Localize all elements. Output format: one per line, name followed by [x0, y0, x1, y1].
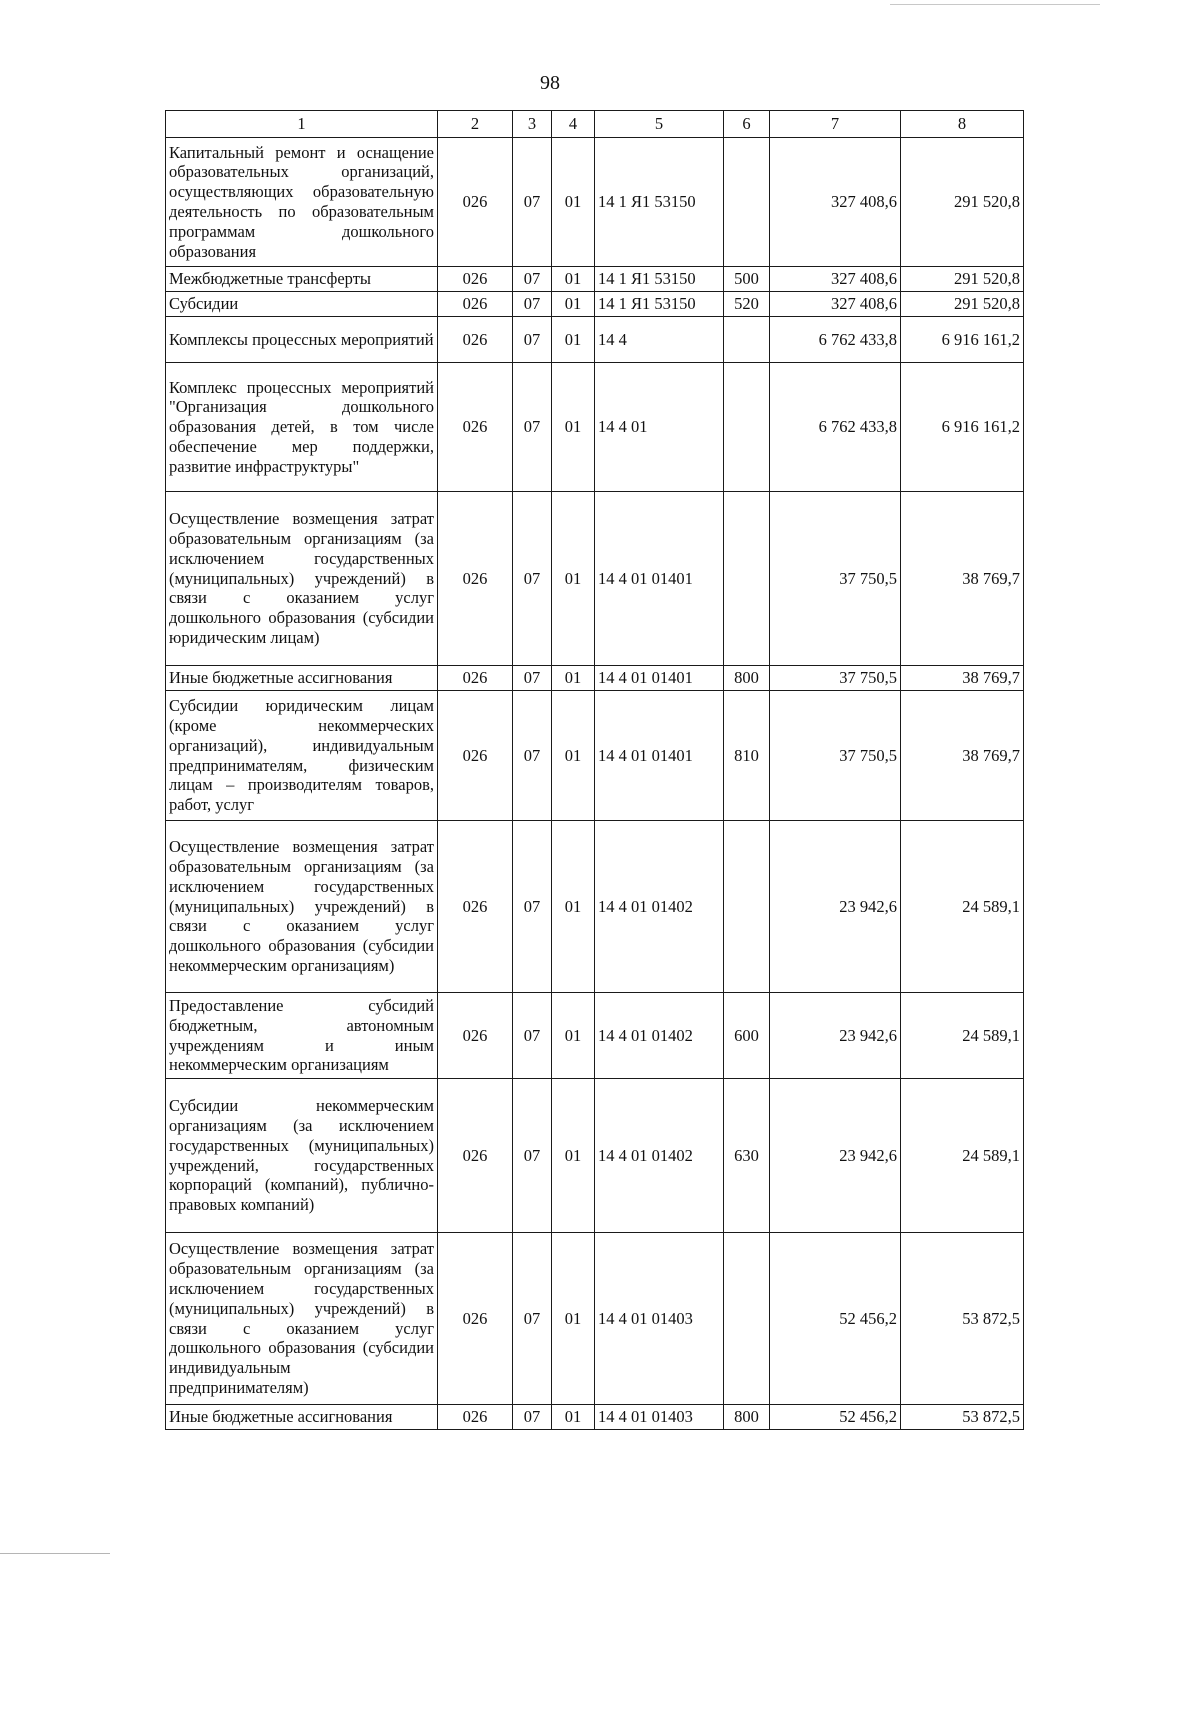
ministry-code: 026 [438, 1079, 513, 1233]
ministry-code: 026 [438, 821, 513, 993]
ministry-code: 026 [438, 363, 513, 492]
amount-col-8: 38 769,7 [901, 492, 1024, 666]
subsection-code: 01 [552, 317, 595, 363]
amount-col-7: 6 762 433,8 [770, 317, 901, 363]
item-name: Комплекс процессных мероприятий "Организация дошкольного образования детей, в том числе обеспечение мер поддержки, развитие инфраструктуры" [166, 363, 438, 492]
target-article-code: 14 4 [595, 317, 724, 363]
section-code: 07 [513, 292, 552, 317]
expense-type-code: 630 [724, 1079, 770, 1233]
amount-col-7: 6 762 433,8 [770, 363, 901, 492]
subsection-code: 01 [552, 1233, 595, 1405]
page-number: 98 [540, 72, 560, 94]
target-article-code: 14 1 Я1 53150 [595, 292, 724, 317]
subsection-code: 01 [552, 993, 595, 1079]
target-article-code: 14 4 01 01401 [595, 691, 724, 821]
expense-type-code [724, 138, 770, 267]
header-row [166, 111, 1024, 138]
section-code: 07 [513, 691, 552, 821]
header-cell: 1 [166, 111, 438, 138]
item-name: Субсидии [166, 292, 438, 317]
ministry-code: 026 [438, 292, 513, 317]
amount-col-8: 291 520,8 [901, 267, 1024, 292]
section-code: 07 [513, 267, 552, 292]
amount-col-8: 53 872,5 [901, 1233, 1024, 1405]
subsection-code: 01 [552, 1405, 595, 1430]
table-row [166, 691, 1024, 821]
item-name: Иные бюджетные ассигнования [166, 666, 438, 691]
item-name: Осуществление возмещения затрат образовательным организациям (за исключением государственных (муниципальных) учреждений) в связи с оказанием услуг дошкольного образования (субсидии индивидуальным предпринимателям) [166, 1233, 438, 1405]
table-row [166, 1233, 1024, 1405]
amount-col-7: 37 750,5 [770, 691, 901, 821]
expense-type-code [724, 317, 770, 363]
target-article-code: 14 4 01 01401 [595, 666, 724, 691]
ministry-code: 026 [438, 138, 513, 267]
ministry-code: 026 [438, 1233, 513, 1405]
expense-type-code: 500 [724, 267, 770, 292]
item-name: Осуществление возмещения затрат образовательным организациям (за исключением государственных (муниципальных) учреждений) в связи с оказанием услуг дошкольного образования (субсидии юридическим лицам) [166, 492, 438, 666]
amount-col-8: 6 916 161,2 [901, 363, 1024, 492]
item-name: Осуществление возмещения затрат образовательным организациям (за исключением государственных (муниципальных) учреждений) в связи с оказанием услуг дошкольного образования (субсидии некоммерческим организациям) [166, 821, 438, 993]
table-row [166, 267, 1024, 292]
section-code: 07 [513, 492, 552, 666]
target-article-code: 14 4 01 01402 [595, 1079, 724, 1233]
table-row [166, 317, 1024, 363]
subsection-code: 01 [552, 363, 595, 492]
scan-edge-line [0, 1553, 110, 1554]
amount-col-8: 24 589,1 [901, 821, 1024, 993]
ministry-code: 026 [438, 691, 513, 821]
table-row [166, 821, 1024, 993]
expense-type-code: 520 [724, 292, 770, 317]
item-name: Капитальный ремонт и оснащение образовательных организаций, осуществляющих образовательную деятельность по образовательным программам дошкольного образования [166, 138, 438, 267]
amount-col-8: 291 520,8 [901, 138, 1024, 267]
header-cell: 4 [552, 111, 595, 138]
subsection-code: 01 [552, 267, 595, 292]
item-name: Предоставление субсидий бюджетным, автономным учреждениям и иным некоммерческим организациям [166, 993, 438, 1079]
amount-col-8: 24 589,1 [901, 993, 1024, 1079]
section-code: 07 [513, 821, 552, 993]
ministry-code: 026 [438, 492, 513, 666]
amount-col-7: 52 456,2 [770, 1233, 901, 1405]
ministry-code: 026 [438, 993, 513, 1079]
amount-col-7: 23 942,6 [770, 1079, 901, 1233]
section-code: 07 [513, 138, 552, 267]
expense-type-code [724, 363, 770, 492]
header-cell: 5 [595, 111, 724, 138]
amount-col-7: 327 408,6 [770, 138, 901, 267]
amount-col-7: 52 456,2 [770, 1405, 901, 1430]
table-row [166, 363, 1024, 492]
scan-edge-line [890, 4, 1100, 5]
table-row [166, 492, 1024, 666]
item-name: Субсидии юридическим лицам (кроме некоммерческих организаций), индивидуальным предпринимателям, физическим лицам – производителям товаров, работ, услуг [166, 691, 438, 821]
target-article-code: 14 1 Я1 53150 [595, 267, 724, 292]
amount-col-8: 24 589,1 [901, 1079, 1024, 1233]
item-name: Межбюджетные трансферты [166, 267, 438, 292]
amount-col-7: 23 942,6 [770, 993, 901, 1079]
expense-type-code [724, 492, 770, 666]
section-code: 07 [513, 993, 552, 1079]
header-cell: 7 [770, 111, 901, 138]
target-article-code: 14 4 01 01402 [595, 993, 724, 1079]
expense-type-code [724, 1233, 770, 1405]
expense-type-code: 810 [724, 691, 770, 821]
target-article-code: 14 4 01 01401 [595, 492, 724, 666]
ministry-code: 026 [438, 267, 513, 292]
table-row [166, 666, 1024, 691]
target-article-code: 14 4 01 01403 [595, 1233, 724, 1405]
expense-type-code: 800 [724, 666, 770, 691]
header-cell: 6 [724, 111, 770, 138]
header-cell: 8 [901, 111, 1024, 138]
amount-col-7: 37 750,5 [770, 492, 901, 666]
amount-col-7: 23 942,6 [770, 821, 901, 993]
table-row [166, 292, 1024, 317]
target-article-code: 14 4 01 01402 [595, 821, 724, 993]
table-row [166, 1079, 1024, 1233]
ministry-code: 026 [438, 666, 513, 691]
section-code: 07 [513, 666, 552, 691]
section-code: 07 [513, 363, 552, 492]
subsection-code: 01 [552, 1079, 595, 1233]
subsection-code: 01 [552, 666, 595, 691]
subsection-code: 01 [552, 138, 595, 267]
amount-col-8: 38 769,7 [901, 666, 1024, 691]
amount-col-7: 327 408,6 [770, 267, 901, 292]
subsection-code: 01 [552, 492, 595, 666]
amount-col-8: 53 872,5 [901, 1405, 1024, 1430]
amount-col-8: 291 520,8 [901, 292, 1024, 317]
expense-type-code: 800 [724, 1405, 770, 1430]
section-code: 07 [513, 1079, 552, 1233]
header-cell: 3 [513, 111, 552, 138]
expense-type-code [724, 821, 770, 993]
header-cell: 2 [438, 111, 513, 138]
expense-type-code: 600 [724, 993, 770, 1079]
table-row [166, 138, 1024, 267]
item-name: Комплексы процессных мероприятий [166, 317, 438, 363]
subsection-code: 01 [552, 691, 595, 821]
amount-col-8: 6 916 161,2 [901, 317, 1024, 363]
target-article-code: 14 4 01 01403 [595, 1405, 724, 1430]
amount-col-7: 327 408,6 [770, 292, 901, 317]
section-code: 07 [513, 1405, 552, 1430]
subsection-code: 01 [552, 292, 595, 317]
target-article-code: 14 1 Я1 53150 [595, 138, 724, 267]
amount-col-8: 38 769,7 [901, 691, 1024, 821]
target-article-code: 14 4 01 [595, 363, 724, 492]
ministry-code: 026 [438, 317, 513, 363]
subsection-code: 01 [552, 821, 595, 993]
section-code: 07 [513, 317, 552, 363]
ministry-code: 026 [438, 1405, 513, 1430]
table-row [166, 993, 1024, 1079]
amount-col-7: 37 750,5 [770, 666, 901, 691]
table-row [166, 1405, 1024, 1430]
section-code: 07 [513, 1233, 552, 1405]
budget-table [165, 110, 1024, 1430]
item-name: Субсидии некоммерческим организациям (за исключением государственных (муниципальных) учреждений, государственных корпораций (компаний), публично-правовых компаний) [166, 1079, 438, 1233]
item-name: Иные бюджетные ассигнования [166, 1405, 438, 1430]
